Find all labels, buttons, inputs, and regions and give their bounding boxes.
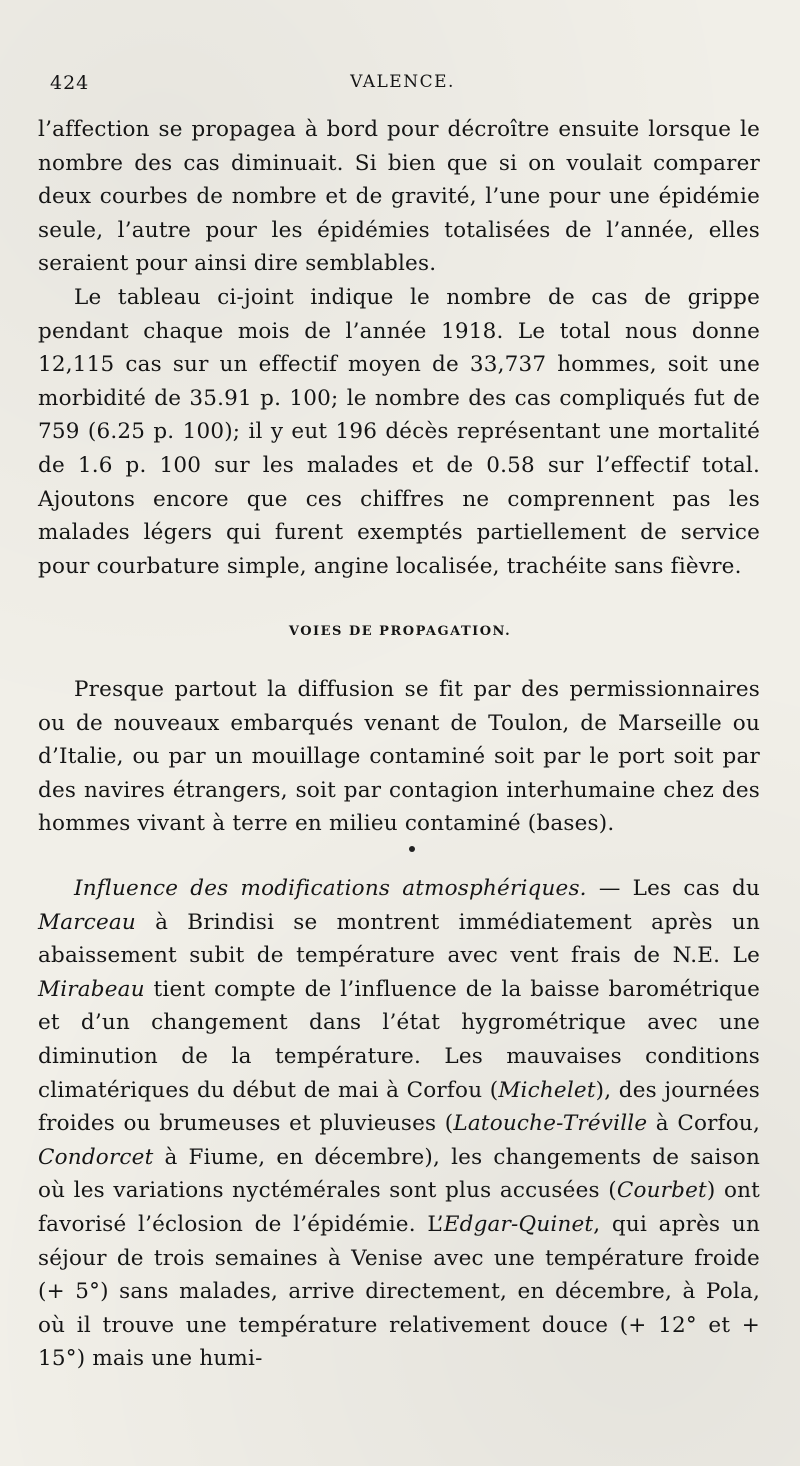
text-run: à Fiume, en décembre), les changements de saison où les variations nyctémérales sont plus accusées ( (38, 1144, 760, 1204)
section-heading: VOIES DE PROPAGATION. (288, 624, 512, 639)
text-run: ), des journées froides ou brumeuses et pluvieuses ( (38, 1077, 760, 1137)
ship-name: Mirabeau (38, 976, 145, 1002)
page-number: 424 (50, 72, 90, 94)
paragraph-continuation: l’affection se propagea à bord pour décroître ensuite lorsque le nombre des cas diminuait. Si bien que si on voulait comparer deux courbes de nombre et de gravité, l’une pour une épidémie seule, l’autre pour les épidémies totalisées de l’année, elles seraient pour ainsi dire semblables. (38, 117, 760, 277)
text-block-top (38, 113, 760, 583)
text-run: tient compte de l’influence de la baisse barométrique et d’un changement dans l’état hygrométrique avec une diminution de la température. Les mauvaises conditions climatériques du début de mai à Corfou ( (38, 976, 760, 1103)
paragraph-atmospheric (38, 872, 760, 1376)
ship-name: Condorcet (38, 1144, 154, 1170)
text-run: à Brindisi se montrent immédiatement après un abaissement subit de température avec vent frais de N.E. Le (38, 909, 760, 969)
ship-name: Courbet (616, 1178, 707, 1204)
ship-name: Marceau (38, 909, 136, 935)
text-block-propagation (38, 673, 760, 841)
text-run: à Corfou, (647, 1111, 760, 1137)
text-block-atmospheric (38, 872, 760, 1376)
page-header (50, 72, 755, 102)
subsection-lead: Influence des modifications atmosphériques. (74, 876, 587, 901)
running-title: VALENCE. (350, 72, 455, 92)
paragraph-statistics: Le tableau ci-joint indique le nombre de cas de grippe pendant chaque mois de l’année 1918. Le total nous donne 12,115 cas sur un effectif moyen de 33,737 hommes, soit une morbidité de 35.91 p. 100; le nombre des cas compliqués fut de 759 (6.25 p. 100); il y eut 196 décès représentant une mortalité de 1.6 p. 100 sur les malades et de 0.58 sur l’effectif total. Ajoutons encore que ces chiffres ne comprennent pas les malades légers qui furent exemptés partiellement de service pour courbature simple, angine localisée, trachéite sans fièvre. (38, 284, 760, 579)
ship-name: Edgar-Quinet (443, 1211, 594, 1237)
text-run: — Les cas du (586, 876, 760, 901)
text-run: ) ont favorisé l’éclosion de l’épidémie. L’ (38, 1178, 760, 1237)
paragraph-propagation: Presque partout la diffusion se fit par des permissionnaires ou de nouveaux embarqués venant de Toulon, de Marseille ou d’Italie, ou par un mouillage contaminé soit par le port soit par des navires étrangers, soit par contagion interhumaine chez des hommes vivant à terre en milieu contaminé (bases). (38, 677, 760, 837)
text-run: , qui après un séjour de trois semaines à Venise avec une température froide (+ 5°) sans malades, arrive directement, en décembre, à Pola, où il trouve une température relativement douce (+ 12° et + 15°) mais une humi- (38, 1211, 760, 1372)
ink-dot (409, 846, 415, 852)
ship-name: Latouche-Tréville (453, 1111, 648, 1137)
ship-name: Michelet (498, 1077, 596, 1103)
